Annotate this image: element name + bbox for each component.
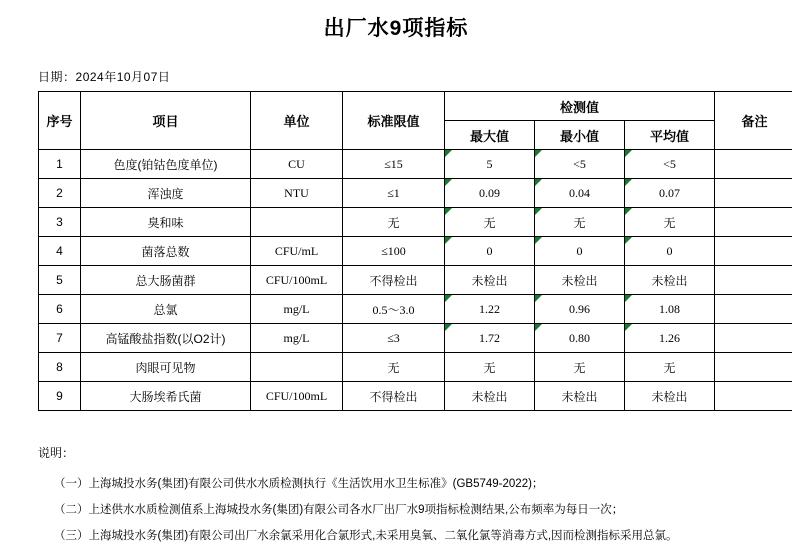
cell-min: 0 [535,237,625,266]
cell-item: 肉眼可见物 [81,353,251,382]
cell-note [715,295,792,324]
table-row [39,382,792,411]
page-title: 出厂水9项指标 [0,0,792,44]
header-min: 最小值 [535,121,625,150]
cell-limit: 不得检出 [343,382,445,411]
cell-note [715,353,792,382]
cell-unit: mg/L [251,324,343,353]
cell-limit: 0.5～3.0 [343,295,445,324]
cell-max: 无 [445,208,535,237]
header-note: 备注 [715,92,792,150]
cell-unit [251,208,343,237]
cell-item: 大肠埃希氏菌 [81,382,251,411]
cell-unit: CFU/mL [251,237,343,266]
cell-unit: mg/L [251,295,343,324]
cell-no: 2 [39,179,81,208]
cell-unit: CFU/100mL [251,382,343,411]
table-row [39,208,792,237]
cell-min: 无 [535,208,625,237]
date-label: 日期： [38,70,76,84]
cell-note [715,266,792,295]
cell-limit: 不得检出 [343,266,445,295]
cell-item: 浑浊度 [81,179,251,208]
cell-min: 0.96 [535,295,625,324]
cell-item: 色度(铂钴色度单位) [81,150,251,179]
cell-min: <5 [535,150,625,179]
date-line [38,68,792,85]
table-body [39,150,792,411]
header-avg: 平均值 [625,121,715,150]
header-limit: 标准限值 [343,92,445,150]
cell-no: 7 [39,324,81,353]
table-row [39,150,792,179]
cell-avg: 1.26 [625,324,715,353]
cell-item: 总大肠菌群 [81,266,251,295]
notes-section [38,445,792,544]
cell-min: 0.04 [535,179,625,208]
cell-avg: 无 [625,208,715,237]
cell-avg: 0.07 [625,179,715,208]
cell-max: 无 [445,353,535,382]
cell-no: 9 [39,382,81,411]
table-row [39,353,792,382]
cell-unit [251,353,343,382]
cell-unit: NTU [251,179,343,208]
table-row [39,266,792,295]
table-header-row-1 [39,92,792,121]
cell-item: 菌落总数 [81,237,251,266]
cell-no: 4 [39,237,81,266]
cell-avg: 未检出 [625,382,715,411]
cell-limit: ≤3 [343,324,445,353]
note-line: （三）上海城投水务(集团)有限公司出厂水余氯采用化合氯形式,未采用臭氧、二氧化氯等消毒方式,因而检测指标采用总氯。 [38,528,792,544]
cell-no: 5 [39,266,81,295]
table-row [39,324,792,353]
cell-note [715,208,792,237]
cell-avg: 0 [625,237,715,266]
cell-max: 1.72 [445,324,535,353]
cell-note [715,150,792,179]
cell-avg: 1.08 [625,295,715,324]
cell-item: 高锰酸盐指数(以O2计) [81,324,251,353]
cell-unit: CU [251,150,343,179]
note-line: （二）上述供水水质检测值系上海城投水务(集团)有限公司各水厂出厂水9项指标检测结果,公布频率为每日一次； [38,502,792,519]
cell-limit: 无 [343,208,445,237]
cell-note [715,237,792,266]
cell-no: 3 [39,208,81,237]
header-unit: 单位 [251,92,343,150]
cell-min: 未检出 [535,266,625,295]
cell-min: 无 [535,353,625,382]
cell-max: 未检出 [445,266,535,295]
cell-limit: ≤15 [343,150,445,179]
cell-max: 未检出 [445,382,535,411]
header-item: 项目 [81,92,251,150]
table-row [39,179,792,208]
cell-limit: ≤1 [343,179,445,208]
cell-max: 5 [445,150,535,179]
header-no: 序号 [39,92,81,150]
cell-avg: <5 [625,150,715,179]
cell-no: 6 [39,295,81,324]
notes-title: 说明： [38,445,792,462]
cell-min: 0.80 [535,324,625,353]
cell-limit: 无 [343,353,445,382]
cell-note [715,179,792,208]
date-value: 2024年10月07日 [76,70,171,84]
water-quality-table [38,91,792,411]
table-row [39,295,792,324]
header-detected-group: 检测值 [445,92,715,121]
cell-min: 未检出 [535,382,625,411]
cell-no: 1 [39,150,81,179]
cell-item: 臭和味 [81,208,251,237]
cell-max: 0 [445,237,535,266]
cell-limit: ≤100 [343,237,445,266]
table-row [39,237,792,266]
cell-note [715,382,792,411]
cell-max: 0.09 [445,179,535,208]
cell-unit: CFU/100mL [251,266,343,295]
cell-max: 1.22 [445,295,535,324]
cell-note [715,324,792,353]
cell-item: 总氯 [81,295,251,324]
cell-no: 8 [39,353,81,382]
header-max: 最大值 [445,121,535,150]
cell-avg: 未检出 [625,266,715,295]
table-header [39,92,792,150]
cell-avg: 无 [625,353,715,382]
note-line: （一）上海城投水务(集团)有限公司供水水质检测执行《生活饮用水卫生标准》(GB5749-2022)； [38,476,792,493]
